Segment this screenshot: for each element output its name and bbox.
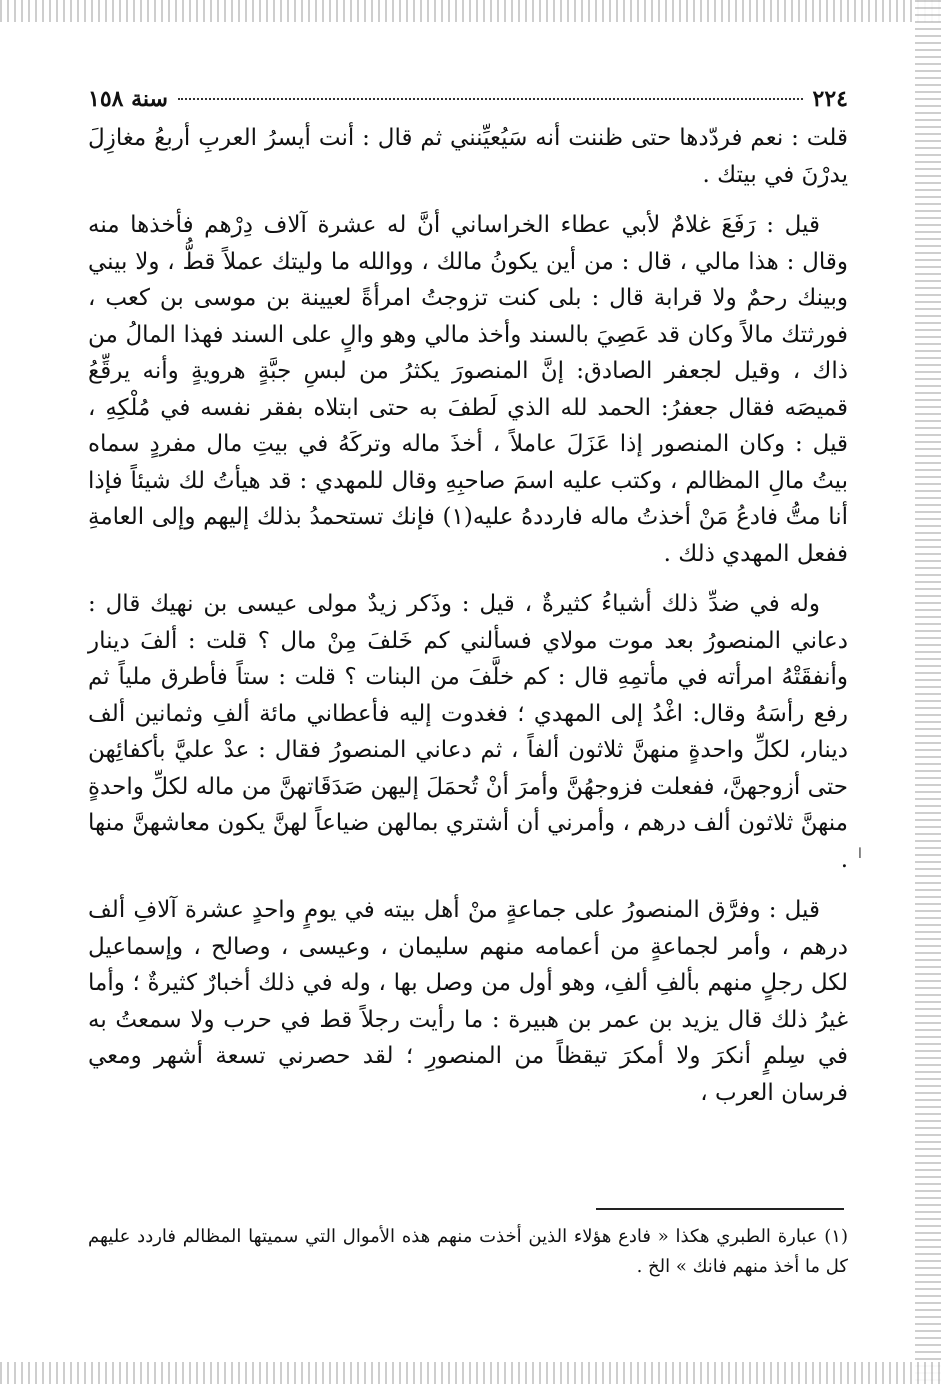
decorative-border-right [915, 0, 941, 1384]
page-body [88, 86, 848, 1125]
paragraph-3: وله في ضدِّ ذلك أشياءُ كثيرةٌ ، قيل : وذَكر زيدٌ مولى عيسى بن نهيك قال : دعاني المنصورُ بعد موت مولاي فسألني كم خَلفَ مِنْ مال ؟ قلت : ألفَ دينار وأنفقَتْهُ امرأته في مأتمِهِ قال : كم خلَّفَ من البنات ؟ قلت : ستاً فأطرق ملياً ثم رفع رأسَهُ وقال: اغْدُ إلى المهدي ؛ فغدوت إليه فأعطاني مائة ألفِ وثمانين ألف دينار، لكلِّ واحدةٍ منهنَّ ثلاثون ألفاً ، ثم دعاني المنصورُ فقال : عدْ عليَّ بأكفائِهن حتى أزوجهنَّ، ففعلت فزوجهُنَّ وأمرَ أنْ تُحمَلَ إليهن صَدَقَاتهنَّ من ماله لكلِّ واحدةٍ منهنَّ ثلاثون ألف درهم ، وأمرني أن أشتري بمالهن ضياعاً لهنَّ يكون معاشهنَّ منها . [88, 591, 848, 873]
page-number: ٢٢٤ [812, 86, 848, 112]
footnote-1: (١) عبارة الطبري هكذا « فادع هؤلاء الذين أخذت منهم هذه الأموال التي سميتها المظالم فاردد عليهم كل ما أخذ منهم فانك » الخ . [88, 1226, 848, 1277]
paragraph-4: قيل : وفرَّق المنصورُ على جماعةٍ منْ أهل بيته في يومٍ واحدٍ عشرة آلافِ ألف درهم ، وأمر لجماعةٍ من أعمامه منهم سليمان ، وعيسى ، وصالح ، وإسماعيل لكل رجلٍ منهم بألفِ ألفِ، وهو أول من وصل بها ، وله في ذلك أخبارٌ كثيرةٌ ؛ وأما غيرُ ذلك قال يزيد بن عمر بن هبيرة : ما رأيت رجلاً قط في حرب ولا سمعتُ به في سِلمٍ أنكرَ ولا أمكرَ تيقظاً من المنصورِ ؛ لقد حصرني تسعة أشهر ومعي فرسان العرب ، [88, 897, 848, 1106]
footnote-separator [596, 1208, 844, 1210]
header-leader-dots [178, 98, 803, 100]
decorative-border-bottom [0, 1362, 941, 1384]
running-header [88, 86, 848, 120]
margin-mark: ا [858, 846, 862, 862]
footnotes [88, 1222, 848, 1282]
paragraph-2: قيل : رَفَعَ غلامٌ لأبي عطاء الخراساني أنَّ له عشرة آلاف دِرْهم فأخذها منه وقال : هذا مالي ، قال : من أين يكونُ مالك ، ووالله ما وليتك عملاً قطُّ ، ولا بيني وبينك رحمٌ ولا قرابة قال : بلى كنت تزوجتُ امرأةً لعيينة بن موسى بن كعب ، فورثتك مالاً وكان قد عَصِيَ بالسند وأخذ مالي وهو والٍ على السند فهذا المالُ من ذاك ، وقيل لجعفر الصادق: إنَّ المنصورَ يكثرُ من لبسِ جبَّةٍ هرويةٍ وأنه يرقِّعُ قميصَه فقال جعفرُ: الحمد لله الذي لَطفَ به حتى ابتلاه بفقر نفسه في مُلْكِهِ ، قيل : وكان المنصور إذا عَزَلَ عاملاً ، أخذَ ماله وتركَهُ في بيتِ مال مفردٍ سماه بيتُ مالِ المظالم ، وكتب عليه اسمَ صاحبِهِ وقال للمهدي : قد هيأتُ لك شيئاً فإذا أنا متُّ فادعُ مَنْ أخذتُ ماله فارددهُ عليه(١) فإنك تستحمدُ بذلك إليهم وإلى العامةِ ففعل المهدي ذلك . [88, 212, 848, 567]
year-label: سنة ١٥٨ [88, 86, 168, 112]
decorative-border-top [0, 0, 941, 22]
paragraph-1: قلت : نعم فردّدها حتى ظننت أنه سَيُعيِّنني ثم قال : أنت أيسرُ العربِ أربعُ مغازِلَ يدرْنَ في بيتك . [88, 125, 848, 188]
